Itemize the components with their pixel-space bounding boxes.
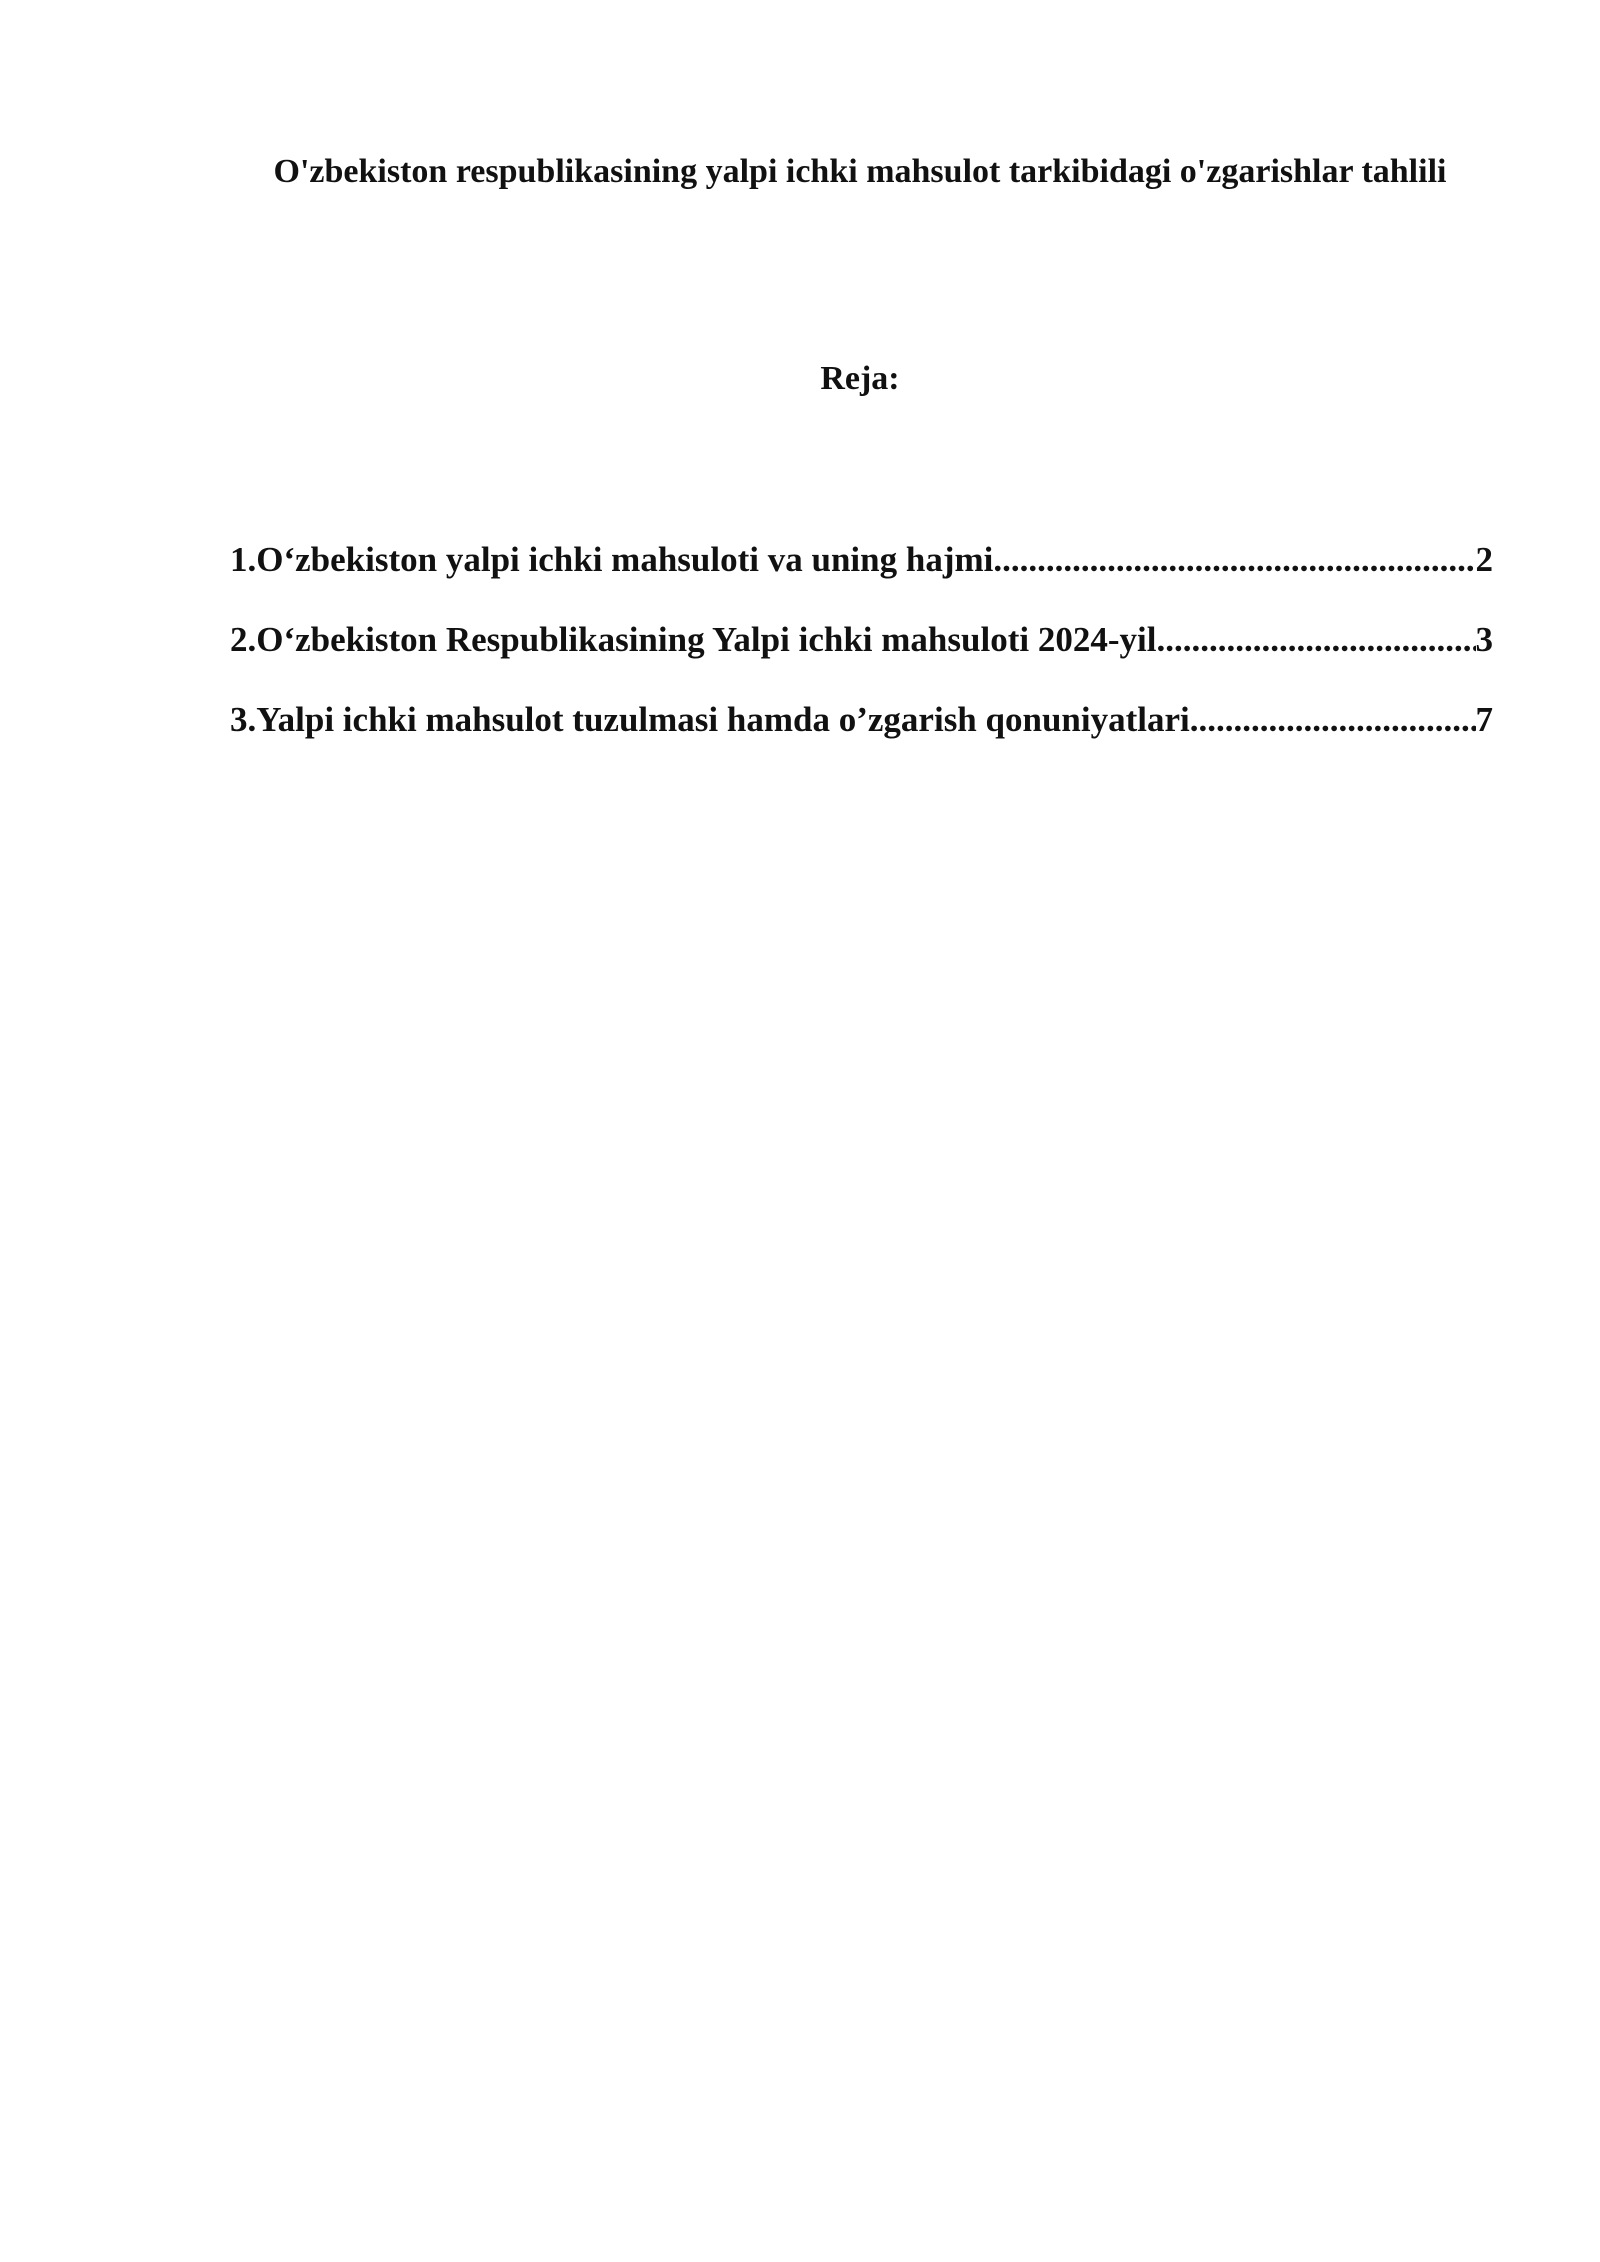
plan-heading: Reja: [820, 360, 900, 397]
toc-entry [230, 695, 1493, 775]
toc-entry-text: 3.Yalpi ichki mahsulot tuzulmasi hamda o’zgarish qonuniyatlari [230, 700, 1190, 739]
toc-dot-leader [1156, 615, 1475, 665]
toc-dot-leader [993, 535, 1475, 585]
toc-entry-text: 1.O‘zbekiston yalpi ichki mahsuloti va uning hajmi [230, 540, 994, 579]
toc-entry-text: 2.O‘zbekiston Respublikasining Yalpi ichki mahsuloti 2024-yil [230, 620, 1157, 659]
toc-entry [230, 535, 1493, 615]
table-of-contents [230, 535, 1493, 775]
toc-entry [230, 615, 1493, 695]
toc-entry-page: 2 [1475, 540, 1493, 579]
toc-entry-page: 3 [1475, 620, 1493, 659]
document-title: O'zbekiston respublikasining yalpi ichki mahsulot tarkibidagi o'zgarishlar tahlili [273, 153, 1447, 190]
toc-entry-page: 7 [1475, 700, 1493, 739]
toc-dot-leader [1190, 695, 1476, 745]
